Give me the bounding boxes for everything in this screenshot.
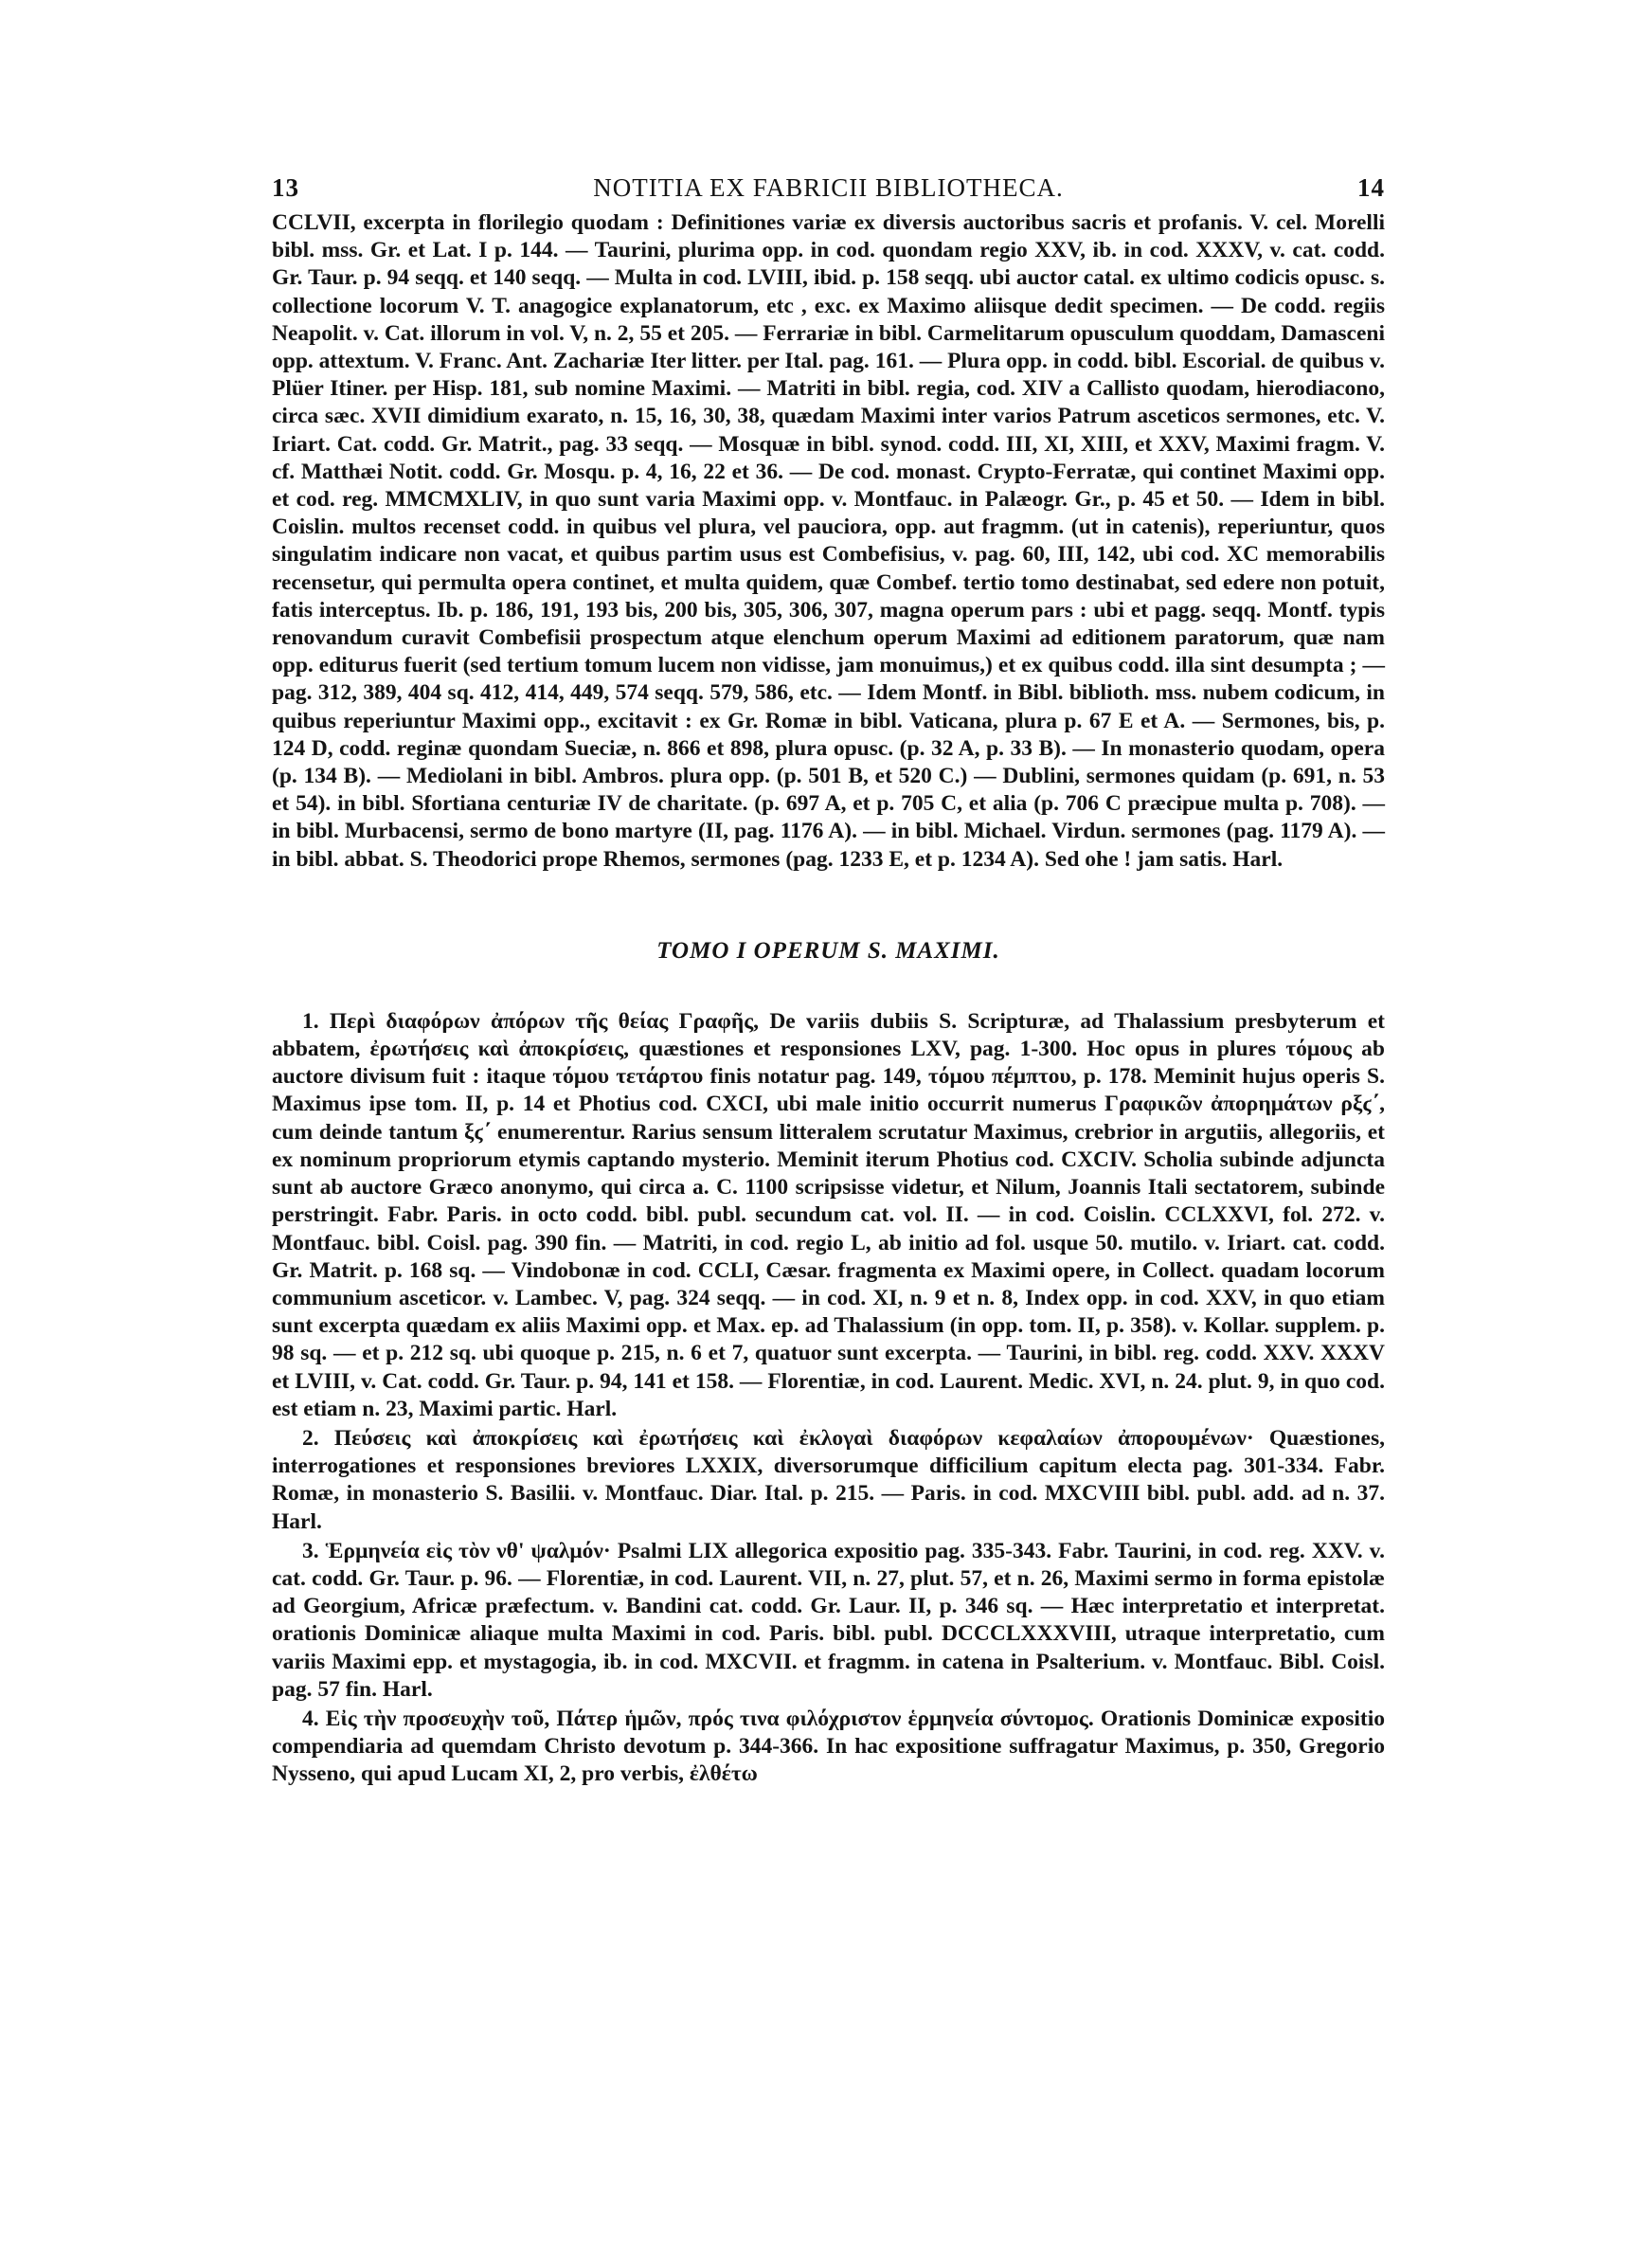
page-number-right: 14: [1357, 173, 1385, 202]
running-title: NOTITIA EX FABRICII BIBLIOTHECA.: [593, 173, 1064, 202]
entry-2: 2. Πεύσεις καὶ ἀποκρίσεις καὶ ἐρωτήσεις καὶ ἐκλογαὶ διαφόρων κεφαλαίων ἀπορουμένων· Quæstiones, interrogationes et responsiones breviores LXXIX, diversorumque difficilium capitum electa pag. 301-334. Fabr. Romæ, in monasterio S. Basilii. v. Montfauc. Diar. Ital. p. 215. — Paris. in cod. MXCVIII bibl. publ. add. ad n. 37. Harl.: [272, 1425, 1385, 1534]
entry-4: 4. Εἰς τὴν προσευχὴν τοῦ, Πάτερ ἡμῶν, πρός τινα φιλόχριστον ἑρμηνεία σύντομος. Orationis Dominicæ expositio compendiaria ad quemdam Christo devotum p. 344-366. In hac expositione suffragatur Maximus, p. 350, Gregorio Nysseno, qui apud Lucam XI, 2, pro verbis, ἐλθέτω: [272, 1706, 1385, 1787]
document-page: [272, 173, 1385, 1789]
page-number-left: 13: [272, 173, 299, 202]
section-title: TOMO I OPERUM S. MAXIMI.: [656, 937, 1000, 964]
entry-1: 1. Περὶ διαφόρων ἀπόρων τῆς θείας Γραφῆς, De variis dubiis S. Scripturæ, ad Thalassium presbyterum et abbatem, ἐρωτήσεις καὶ ἀποκρίσεις, quæstiones et responsiones LXV, pag. 1-300. Hoc opus in plures τόμους ab auctore divisum fuit : itaque τόμου τετάρτου finis notatur pag. 149, τόμου πέμπτου, p. 178. Meminit hujus operis S. Maximus ipse tom. II, p. 14 et Photius cod. CXCI, ubi male initio occurrit numerus Γραφικῶν ἀπορημάτων ρξϛ΄, cum deinde tantum ξϛ΄ enumerentur. Rarius sensum litteralem scrutatur Maximus, crebrior in argutiis, allegoriis, et ex nominum propriorum etymis captando mysterio. Meminit iterum Photius cod. CXCIV. Scholia subinde adjuncta sunt ab auctore Græco anonymo, qui circa a. C. 1100 scripsisse videtur, et Nilum, Joannis Itali sectatorem, subinde perstringit. Fabr. Paris. in octo codd. bibl. publ. secundum cat. vol. II. — in cod. Coislin. CCLXXVI, fol. 272. v. Montfauc. bibl. Coisl. pag. 390 fin. — Matriti, in cod. regio L, ab initio ad fol. usque 50. mutilo. v. Iriart. cat. codd. Gr. Matrit. p. 168 sq. — Vindobonæ in cod. CCLI, Cæsar. fragmenta ex Maximi opere, in Collect. quadam locorum communium asceticor. v. Lambec. V, pag. 324 seqq. — in cod. XI, n. 9 et n. 8, Index opp. in cod. XXV, in quo etiam sunt excerpta quædam ex aliis Maximi opp. et Max. ep. ad Thalassium (in opp. tom. II, p. 358). v. Kollar. supplem. p. 98 sq. — et p. 212 sq. ubi quoque p. 215, n. 6 et 7, quatuor sunt excerpta. — Taurini, in bibl. reg. codd. XXV. XXXV et LVIII, v. Cat. codd. Gr. Taur. p. 94, 141 et 158. — Florentiæ, in cod. Laurent. Medic. XVI, n. 24. plut. 9, in quo cod. est etiam n. 23, Maximi partic. Harl.: [272, 1008, 1385, 1421]
entry-3: 3. Ἑρμηνεία εἰς τὸν νθ' ψαλμόν· Psalmi LIX allegorica expositio pag. 335-343. Fabr. Taurini, in cod. reg. XXV. v. cat. codd. Gr. Taur. p. 96. — Florentiæ, in cod. Laurent. VII, n. 27, plut. 57, et n. 26, Maximi sermo in forma epistolæ ad Georgium, Africæ præfectum. v. Bandini cat. codd. Gr. Laur. II, p. 346 sq. — Hæc interpretatio et interpretat. orationis Dominicæ aliaque multa Maximi in cod. Paris. bibl. publ. DCCCLXXXVIII, utraque interpretatio, cum variis Maximi epp. et mystagogia, ib. in cod. MXCVII. et fragmm. in catena in Psalterium. v. Montfauc. Bibl. Coisl. pag. 57 fin. Harl.: [272, 1538, 1385, 1702]
intro-paragraph: CCLVII, excerpta in florilegio quodam : Definitiones variæ ex diversis auctoribus sacris et profanis. V. cel. Morelli bibl. mss. Gr. et Lat. I p. 144. — Taurini, plurima opp. in cod. quondam regio XXV, ib. in cod. XXXV, v. cat. codd. Gr. Taur. p. 94 seqq. et 140 seqq. — Multa in cod. LVIII, ibid. p. 158 seqq. ubi auctor catal. ex ultimo codicis opusc. s. collectione locorum V. T. anagogice explanatorum, etc , exc. ex Maximo aliisque dedit specimen. — De codd. regiis Neapolit. v. Cat. illorum in vol. V, n. 2, 55 et 205. — Ferrariæ in bibl. Carmelitarum opusculum quoddam, Damasceni opp. attextum. V. Franc. Ant. Zachariæ Iter litter. per Ital. pag. 161. — Plura opp. in codd. bibl. Escorial. de quibus v. Plüer Itiner. per Hisp. 181, sub nomine Maximi. — Matriti in bibl. regia, cod. XIV a Callisto quodam, hierodiacono, circa sæc. XVII dimidium exarato, n. 15, 16, 30, 38, quædam Maximi inter varios Patrum asceticos sermones, etc. V. Iriart. Cat. codd. Gr. Matrit., pag. 33 seqq. — Mosquæ in bibl. synod. codd. III, XI, XIII, et XXV, Maximi fragm. V. cf. Matthæi Notit. codd. Gr. Mosqu. p. 4, 16, 22 et 36. — De cod. monast. Crypto-Ferratæ, qui continet Maximi opp. et cod. reg. MMCMXLIV, in quo sunt varia Maximi opp. v. Montfauc. in Palæogr. Gr., p. 45 et 50. — Idem in bibl. Coislin. multos recenset codd. in quibus vel plura, vel pauciora, opp. aut fragmm. (ut in catenis), reperiuntur, quos singulatim indicare non vacat, et quibus partim usus est Combefisius, v. pag. 60, III, 142, ubi cod. XC memorabilis recensetur, qui permulta opera continet, et multa quidem, quæ Combef. tertio tomo destinabat, sed edere non potuit, fatis interceptus. Ib. p. 186, 191, 193 bis, 200 bis, 305, 306, 307, magna operum pars : ubi et pagg. seqq. Montf. typis renovandum curavit Combefisii prospectum atque elenchum operum Maximi ad editionem paratorum, quæ nam opp. editurus fuerit (sed tertium tomum lucem non vidisse, jam monuimus,) et ex quibus codd. illa sint desumpta ; — pag. 312, 389, 404 sq. 412, 414, 449, 574 seqq. 579, 586, etc. — Idem Montf. in Bibl. biblioth. mss. nubem codicum, in quibus reperiuntur Maximi opp., excitavit : ex Gr. Romæ in bibl. Vaticana, plura p. 67 E et A. — Sermones, bis, p. 124 D, codd. reginæ quondam Sueciæ, n. 866 et 898, plura opusc. (p. 32 A, p. 33 B). — In monasterio quodam, opera (p. 134 B). — Mediolani in bibl. Ambros. plura opp. (p. 501 B, et 520 C.) — Dublini, sermones quidam (p. 691, n. 53 et 54). in bibl. Sfortiana centuriæ IV de charitate. (p. 697 A, et p. 705 C, et alia (p. 706 C præcipue multa p. 708). — in bibl. Murbacensi, sermo de bono martyre (II, pag. 1176 A). — in bibl. Michael. Virdun. sermones (pag. 1179 A). — in bibl. abbat. S. Theodorici prope Rhemos, sermones (pag. 1233 E, et p. 1234 A). Sed ohe ! jam satis. Harl.: [272, 210, 1385, 872]
running-head: [272, 173, 1385, 211]
